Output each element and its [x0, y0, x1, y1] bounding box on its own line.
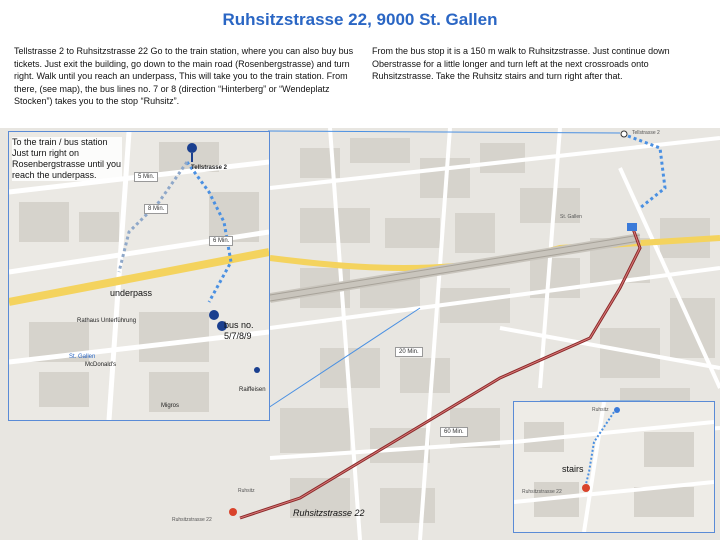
bus-number-label: bus no. 5/7/8/9	[224, 320, 254, 341]
walk-time-6: 6 Min.	[209, 236, 233, 246]
inset-label-st-gallen: St. Gallen	[69, 354, 96, 360]
walk-time-8: 8 Min.	[144, 204, 168, 214]
inset-map-ruhsitz[interactable]	[513, 401, 715, 533]
inset-label-raiffeisen: Raiffeisen	[239, 387, 266, 393]
stairs-label: stairs	[562, 464, 584, 474]
inset-label-migros: Migros	[161, 403, 180, 409]
map-label-ruhsitz: Ruhsitz	[238, 488, 255, 494]
directions-right: From the bus stop it is a 150 m walk to Ruhsitzstrasse. Just continue down Oberstrasse for a little longer and turn left at the next crossroads onto Ruhsitzstrasse. Take the Ruhsitz stairs and turn right after that.	[372, 46, 670, 81]
inset2-label-ruhsitz: Ruhsitz	[592, 407, 609, 413]
directions-left: Tellstrasse 2 to Ruhsitzstrasse 22 Go to the train station, where you can also buy bus tickets. Just exit the building, go down to the main road (Rosenbergstrasse) and turn right. Walk until you reach an underpass, This will take you to the train station. From there, (see map), the bus lines no. 7 or 8 (direction “Hinterberg” or “Wendeplatz Stocken”) takes you to the stop “Ruhsitz”.	[14, 46, 354, 106]
map-label-ruhsitzstrasse: Ruhsitzstrasse 22	[172, 517, 212, 523]
inset-label-mcdonalds: McDonald's	[85, 362, 117, 368]
walk-time-5: 5 Min.	[134, 172, 158, 182]
inset-label-tellstrasse: Tellstrasse 2	[191, 165, 227, 171]
destination-label: Ruhsitzstrasse 22	[293, 508, 365, 518]
inset-note: To the train / bus station Just turn right on Rosenbergstrasse until you reach the underpass.	[12, 137, 122, 180]
map-label-bahnhof: St. Gallen	[560, 214, 582, 220]
inset2-label-ruhsitzstrasse: Ruhsitzstrasse 22	[522, 489, 562, 495]
page-title: Ruhsitzstrasse 22, 9000 St. Gallen	[222, 10, 498, 29]
inset-label-rathaus: Rathaus Unterführung	[77, 318, 137, 324]
underpass-label: underpass	[110, 288, 153, 298]
map-label-tellstrasse: Tellstrasse 2	[632, 130, 660, 136]
inset-map-ruhsitz-canvas	[514, 402, 714, 532]
walk-time-60: 60 Min.	[440, 427, 468, 437]
walk-time-20: 20 Min.	[395, 347, 423, 357]
